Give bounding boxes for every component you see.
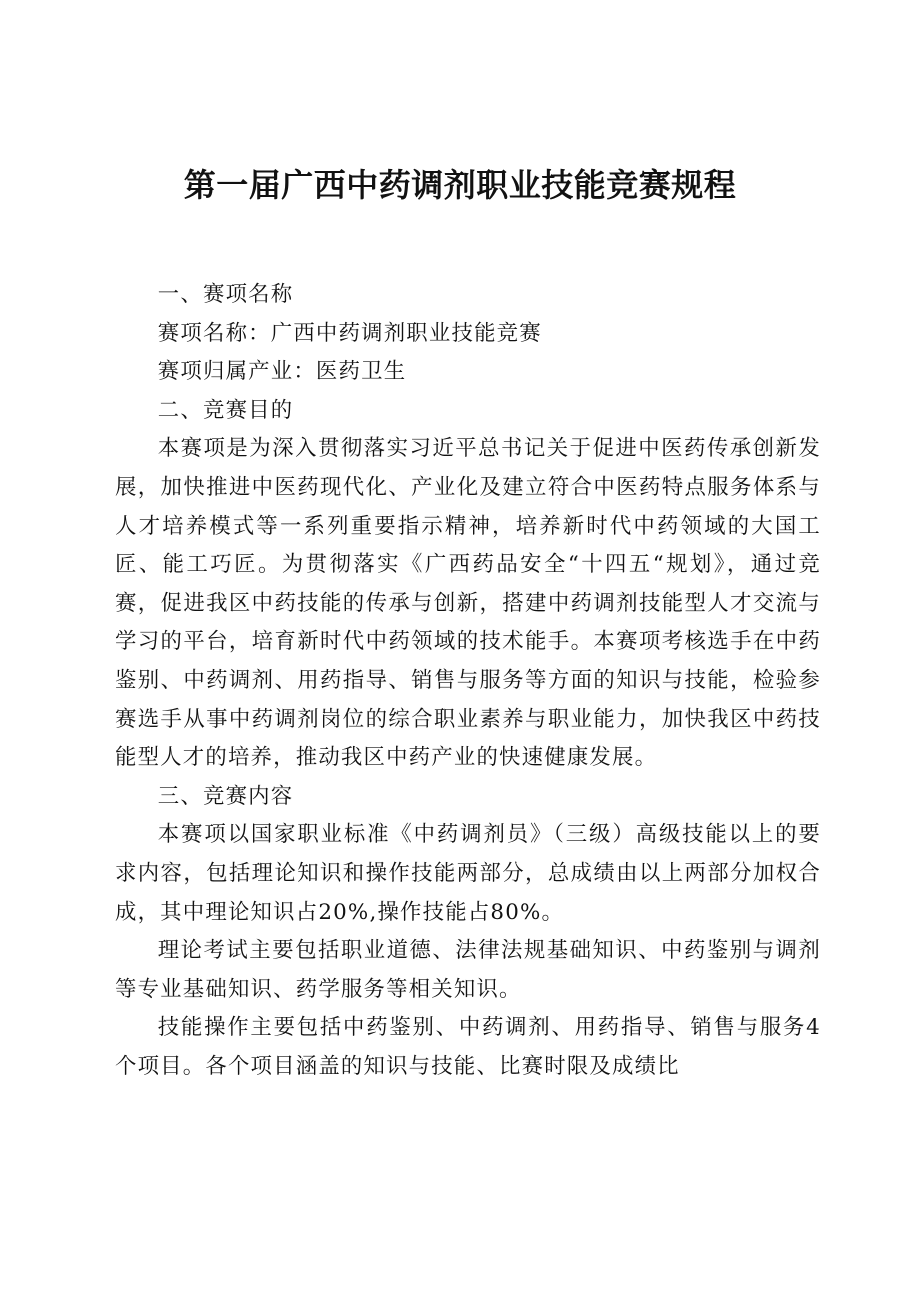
- competition-name-field: 赛项名称：广西中药调剂职业技能竞赛: [157, 320, 542, 346]
- purpose-paragraph: 本赛项是为深入贯彻落实习近平总书记关于促进中医药传承创新发展，加快推进中医药现代化、产业化及建立符合中医药特点服务体系与人才培养模式等一系列重要指示精神，培养新时代中药领域的大国工匠、能工巧匠。为贯彻落实《广西药品安全“十四五“规划》，通过竞赛，促进我区中药技能的传承与创新，搭建中药调剂技能型人才交流与学习的平台，培育新时代中药领域的技术能手。本赛项考核选手在中药鉴别、中药调剂、用药指导、销售与服务等方面的知识与技能，检验参赛选手从事中药调剂岗位的综合职业素养与职业能力，加快我区中药技能型人才的培养，推动我区中药产业的快速健康发展。: [115, 436, 821, 771]
- document-title: 第一届广西中药调剂职业技能竞赛规程: [183, 166, 737, 204]
- competition-industry-field: 赛项归属产业：医药卫生: [157, 359, 407, 385]
- content-paragraph-weighting: 本赛项以国家职业标准《中药调剂员》（三级）高级技能以上的要求内容，包括理论知识和操作技能两部分，总成绩由以上两部分加权合成，其中理论知识占20%,操作技能占80%。: [115, 822, 821, 925]
- section-heading-purpose: 二、竞赛目的: [157, 397, 294, 423]
- section-heading-content: 三、竞赛内容: [157, 783, 294, 809]
- content-paragraph-theory: 理论考试主要包括职业道德、法律法规基础知识、中药鉴别与调剂等专业基础知识、药学服务等相关知识。: [115, 938, 821, 1002]
- section-heading-competition-name: 一、赛项名称: [157, 282, 294, 307]
- document-body: [115, 276, 821, 1086]
- content-paragraph-skills: 技能操作主要包括中药鉴别、中药调剂、用药指导、销售与服务4个项目。各个项目涵盖的知识与技能、比赛时限及成绩比: [115, 1015, 821, 1079]
